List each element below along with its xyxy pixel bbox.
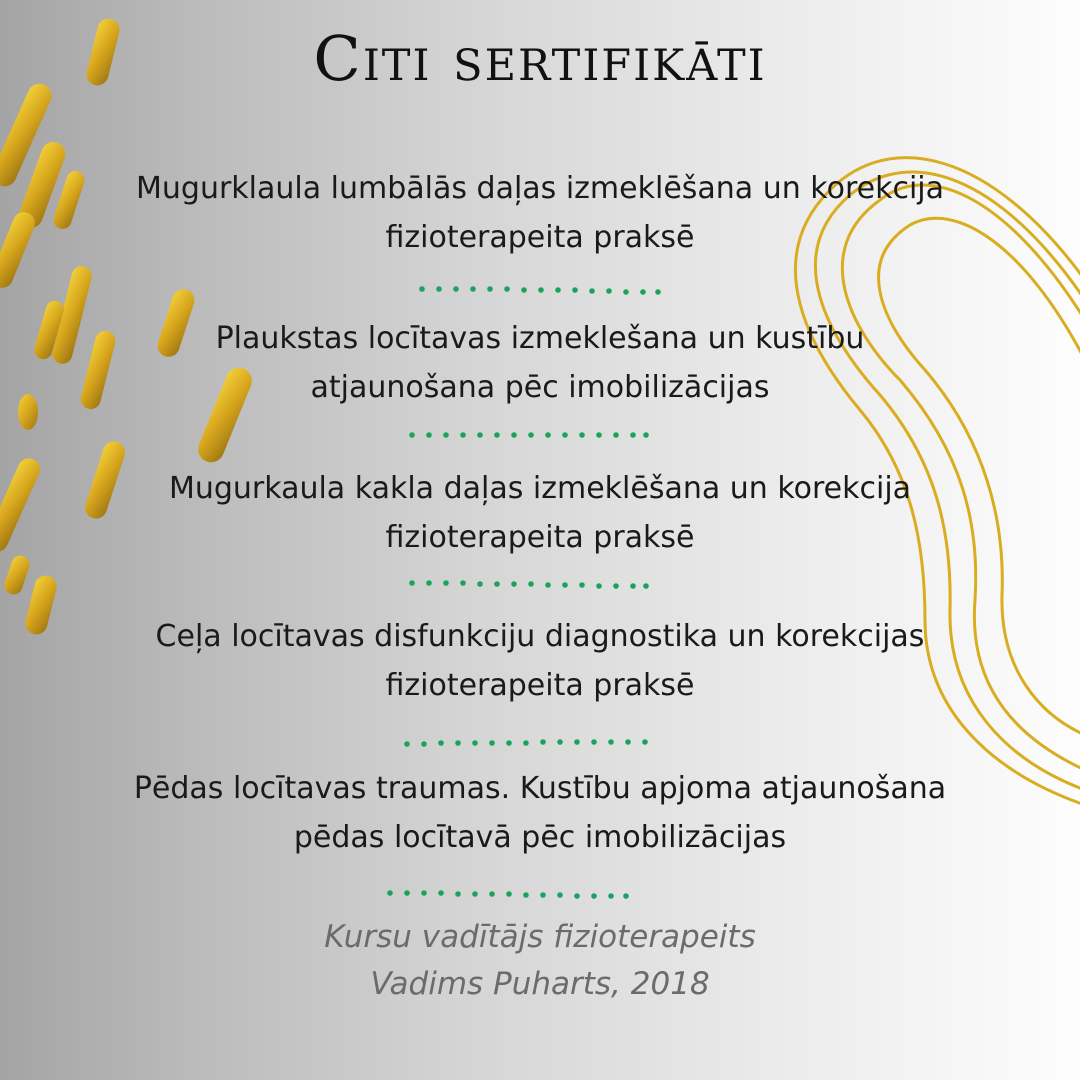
dotted-separator <box>418 284 664 296</box>
certificate-item-4 <box>60 612 1020 710</box>
dotted-separator <box>403 737 649 749</box>
footer-line-2: Vadims Puharts, 2018 <box>370 966 710 1002</box>
course-instructor-credit <box>0 914 1080 1008</box>
certificate-5-line-2: pēdas locītavā pēc imobilizācijas <box>293 820 787 855</box>
page-title: Citi sertifikāti <box>313 22 767 95</box>
certificate-3-line-1: Mugurkaula kakla daļas izmeklēšana un korekcija <box>168 471 912 506</box>
certificate-item-3 <box>60 464 1020 562</box>
dotted-separator <box>386 888 632 900</box>
certificate-item-2 <box>60 314 1020 412</box>
dotted-separator <box>408 578 650 590</box>
footer-line-1: Kursu vadītājs fizioterapeits <box>324 919 756 955</box>
certificate-3-line-2: fizioterapeita praksē <box>385 520 695 555</box>
certificate-2-line-1: Plaukstas locītavas izmeklešana un kustību <box>215 321 865 356</box>
certificate-4-line-1: Ceļa locītavas disfunkciju diagnostika un korekcijas <box>155 619 925 654</box>
certificate-4-line-2: fizioterapeita praksē <box>385 668 695 703</box>
dotted-separator <box>408 429 650 441</box>
certificate-1-line-2: fizioterapeita praksē <box>385 220 695 255</box>
certificate-5-line-1: Pēdas locītavas traumas. Kustību apjoma atjaunošana <box>133 771 947 806</box>
certificate-1-line-1: Mugurklaula lumbālās daļas izmeklēšana un korekcija <box>136 171 944 206</box>
certificate-item-1 <box>60 164 1020 262</box>
certificate-item-5 <box>60 764 1020 862</box>
certificate-2-line-2: atjaunošana pēc imobilizācijas <box>310 370 770 405</box>
